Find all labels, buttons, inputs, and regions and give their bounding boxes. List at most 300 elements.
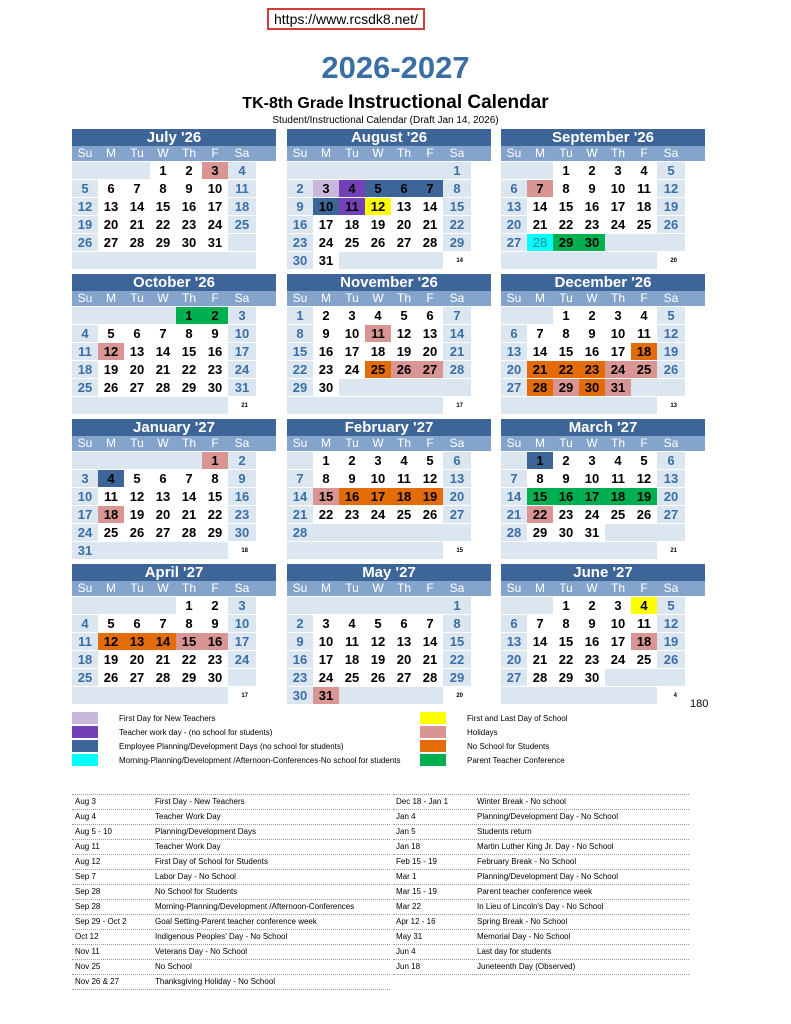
day-cell: 22	[553, 216, 579, 233]
weekday-label: Sa	[663, 436, 679, 450]
day-cell: 1	[553, 597, 579, 614]
day-cell: 12	[365, 633, 391, 650]
event-description: Goal Setting-Parent teacher conference week	[155, 917, 317, 926]
day-cell: 7	[527, 615, 553, 632]
month-day-count: 14	[443, 252, 471, 269]
week-row	[501, 234, 705, 251]
empty-cell	[72, 452, 98, 469]
day-cell: 6	[443, 452, 471, 469]
weekday-label: M	[106, 581, 116, 595]
week-row	[287, 361, 491, 378]
empty-cell	[365, 597, 391, 614]
day-cell: 27	[391, 234, 417, 251]
month-block	[501, 419, 705, 559]
event-description: Winter Break - No school	[477, 797, 566, 806]
event-row	[72, 960, 390, 975]
day-cell: 4	[631, 597, 657, 614]
day-cell: 3	[313, 615, 339, 632]
day-cell: 6	[391, 615, 417, 632]
empty-cell	[313, 597, 339, 614]
weekday-label: F	[426, 436, 434, 450]
empty-cell	[287, 397, 313, 414]
weekday-label: W	[157, 291, 169, 305]
week-row	[287, 198, 491, 215]
empty-cell	[417, 162, 443, 179]
event-row	[393, 915, 689, 930]
week-row	[72, 198, 276, 215]
weekday-label: Th	[396, 436, 411, 450]
empty-cell	[313, 162, 339, 179]
event-row	[393, 930, 689, 945]
weekday-label: M	[535, 436, 545, 450]
day-cell: 2	[287, 615, 313, 632]
event-date: Aug 12	[75, 857, 101, 866]
weekday-label: M	[535, 581, 545, 595]
empty-cell	[391, 162, 417, 179]
weekday-label: Tu	[559, 291, 573, 305]
day-cell: 1	[176, 597, 202, 614]
event-row	[393, 900, 689, 915]
empty-cell	[417, 597, 443, 614]
empty-cell	[176, 687, 202, 704]
day-cell: 26	[98, 379, 124, 396]
day-cell: 27	[124, 379, 150, 396]
legend-item	[420, 725, 568, 739]
day-cell: 19	[657, 343, 685, 360]
empty-cell	[631, 397, 657, 414]
empty-cell	[365, 379, 391, 396]
month-title: September '26	[501, 129, 705, 146]
day-cell: 4	[98, 470, 124, 487]
week-row	[287, 325, 491, 342]
empty-cell	[391, 252, 417, 269]
empty-cell	[527, 162, 553, 179]
legend-swatch	[420, 712, 446, 724]
empty-cell	[287, 452, 313, 469]
empty-cell	[527, 687, 553, 704]
day-cell: 21	[501, 506, 527, 523]
event-description: Spring Break - No School	[477, 917, 568, 926]
day-cell: 5	[631, 452, 657, 469]
empty-cell	[124, 307, 150, 324]
day-cell: 13	[501, 343, 527, 360]
empty-cell	[657, 379, 685, 396]
day-cell: 9	[579, 180, 605, 197]
week-row	[72, 506, 276, 523]
day-cell: 14	[417, 633, 443, 650]
weekday-label: Th	[396, 291, 411, 305]
empty-cell	[72, 397, 98, 414]
week-row	[72, 524, 276, 541]
weekday-header	[72, 291, 276, 306]
day-cell: 23	[579, 216, 605, 233]
day-cell: 26	[365, 669, 391, 686]
month-title: July '26	[72, 129, 276, 146]
day-cell: 23	[579, 651, 605, 668]
day-cell: 4	[365, 307, 391, 324]
day-cell: 14	[443, 325, 471, 342]
day-cell: 10	[202, 180, 228, 197]
day-cell: 11	[365, 325, 391, 342]
day-cell: 13	[150, 488, 176, 505]
weekday-label: M	[106, 291, 116, 305]
weekday-label: Th	[396, 146, 411, 160]
website-url[interactable]: https://www.rcsdk8.net/	[267, 8, 425, 30]
event-date: Aug 4	[75, 812, 96, 821]
day-cell: 8	[553, 180, 579, 197]
empty-cell	[150, 397, 176, 414]
day-cell: 6	[391, 180, 417, 197]
day-cell: 23	[176, 216, 202, 233]
event-row	[72, 810, 390, 825]
weekday-header	[72, 146, 276, 161]
empty-cell	[553, 687, 579, 704]
month-day-count: 4	[657, 687, 685, 704]
day-cell: 23	[202, 361, 228, 378]
weekday-label: Tu	[559, 581, 573, 595]
day-cell: 2	[202, 307, 228, 324]
day-cell: 27	[501, 379, 527, 396]
day-cell: 20	[657, 488, 685, 505]
event-row	[72, 900, 390, 915]
day-cell: 6	[124, 615, 150, 632]
event-row	[393, 945, 689, 960]
day-cell: 30	[202, 379, 228, 396]
week-row	[501, 633, 705, 650]
day-cell: 17	[228, 343, 256, 360]
day-cell: 24	[228, 651, 256, 668]
day-cell: 15	[527, 488, 553, 505]
day-cell: 11	[631, 180, 657, 197]
day-cell: 24	[72, 524, 98, 541]
day-cell: 14	[176, 488, 202, 505]
legend-item	[72, 725, 400, 739]
day-cell: 18	[228, 198, 256, 215]
week-row	[72, 325, 276, 342]
day-cell: 12	[657, 180, 685, 197]
empty-cell	[553, 542, 579, 559]
week-row	[501, 379, 705, 396]
month-title: April '27	[72, 564, 276, 581]
day-cell: 22	[150, 216, 176, 233]
month-block	[501, 274, 705, 414]
day-cell: 19	[631, 488, 657, 505]
day-cell: 2	[339, 452, 365, 469]
day-cell: 21	[150, 651, 176, 668]
day-cell: 15	[287, 343, 313, 360]
day-cell: 8	[443, 180, 471, 197]
empty-cell	[124, 162, 150, 179]
week-row	[287, 216, 491, 233]
event-row	[393, 795, 689, 810]
day-cell: 16	[228, 488, 256, 505]
empty-cell	[313, 542, 339, 559]
day-cell: 4	[631, 307, 657, 324]
week-row	[501, 542, 705, 559]
weekday-header	[287, 581, 491, 596]
empty-cell	[339, 542, 365, 559]
day-cell: 7	[417, 180, 443, 197]
week-row	[501, 651, 705, 668]
day-cell: 21	[417, 651, 443, 668]
event-description: Veterans Day - No School	[155, 947, 248, 956]
empty-cell	[339, 252, 365, 269]
weekday-label: W	[157, 581, 169, 595]
day-cell: 10	[228, 615, 256, 632]
event-row	[72, 975, 390, 990]
day-cell: 20	[391, 651, 417, 668]
day-cell: 22	[176, 361, 202, 378]
day-cell: 13	[657, 470, 685, 487]
day-cell: 24	[605, 651, 631, 668]
day-cell: 5	[124, 470, 150, 487]
weekday-header	[72, 436, 276, 451]
event-date: Feb 15 - 19	[396, 857, 437, 866]
day-cell: 6	[417, 307, 443, 324]
empty-cell	[287, 597, 313, 614]
day-cell: 2	[579, 597, 605, 614]
day-cell: 3	[202, 162, 228, 179]
weekday-label: F	[640, 291, 648, 305]
week-row	[287, 379, 491, 396]
day-cell: 27	[501, 234, 527, 251]
event-description: First Day - New Teachers	[155, 797, 245, 806]
weekday-label: Th	[610, 146, 625, 160]
event-row	[393, 825, 689, 840]
day-cell: 25	[339, 234, 365, 251]
empty-cell	[72, 597, 98, 614]
weekday-label: W	[372, 436, 384, 450]
week-row	[501, 615, 705, 632]
day-cell: 28	[417, 669, 443, 686]
weekday-label: M	[106, 146, 116, 160]
day-cell: 27	[417, 361, 443, 378]
day-cell: 18	[339, 216, 365, 233]
week-row	[287, 343, 491, 360]
day-cell: 31	[313, 687, 339, 704]
event-description: Students return	[477, 827, 532, 836]
day-cell: 9	[553, 470, 579, 487]
empty-cell	[287, 162, 313, 179]
week-row	[501, 470, 705, 487]
month-block	[287, 419, 491, 559]
day-cell: 27	[391, 669, 417, 686]
day-cell: 16	[339, 488, 365, 505]
day-cell: 9	[202, 325, 228, 342]
day-cell: 24	[313, 669, 339, 686]
event-description: First Day of School for Students	[155, 857, 268, 866]
day-cell: 2	[228, 452, 256, 469]
day-cell: 19	[365, 651, 391, 668]
day-cell: 7	[527, 325, 553, 342]
event-date: Apr 12 - 16	[396, 917, 436, 926]
legend-label: Morning-Planning/Development /Afternoon-Conferences-No school for students	[119, 755, 401, 765]
weekday-label: W	[157, 146, 169, 160]
empty-cell	[527, 542, 553, 559]
day-cell: 26	[631, 506, 657, 523]
month-title: May '27	[287, 564, 491, 581]
empty-cell	[631, 542, 657, 559]
day-cell: 7	[124, 180, 150, 197]
weekday-label: Su	[506, 436, 522, 450]
weekday-label: Sa	[234, 146, 250, 160]
day-cell: 28	[150, 379, 176, 396]
week-row	[501, 687, 705, 704]
weekday-label: Th	[181, 291, 196, 305]
week-row	[501, 180, 705, 197]
weekday-label: Sa	[234, 436, 250, 450]
event-description: Planning/Development Days	[155, 827, 256, 836]
day-cell: 17	[605, 633, 631, 650]
day-cell: 24	[605, 216, 631, 233]
legend-label: Holidays	[467, 727, 498, 737]
empty-cell	[339, 687, 365, 704]
day-cell: 10	[313, 633, 339, 650]
day-cell: 28	[124, 234, 150, 251]
day-cell: 8	[443, 615, 471, 632]
empty-cell	[98, 687, 124, 704]
day-cell: 24	[228, 361, 256, 378]
week-row	[287, 180, 491, 197]
week-row	[72, 343, 276, 360]
legend-item	[420, 753, 568, 767]
weekday-label: Sa	[234, 291, 250, 305]
day-cell: 17	[313, 651, 339, 668]
day-cell: 9	[287, 198, 313, 215]
weekday-label: W	[586, 146, 598, 160]
day-cell: 1	[313, 452, 339, 469]
month-block	[287, 564, 491, 704]
week-row	[501, 361, 705, 378]
day-cell: 2	[176, 162, 202, 179]
day-cell: 5	[98, 325, 124, 342]
day-cell: 10	[605, 615, 631, 632]
empty-cell	[176, 452, 202, 469]
week-row	[72, 597, 276, 614]
day-cell: 4	[72, 615, 98, 632]
empty-cell	[605, 397, 631, 414]
day-cell: 16	[176, 198, 202, 215]
day-cell: 3	[605, 162, 631, 179]
weekday-label: M	[321, 581, 331, 595]
day-cell: 13	[391, 198, 417, 215]
weekday-label: M	[535, 291, 545, 305]
day-cell: 1	[176, 307, 202, 324]
day-cell: 26	[365, 234, 391, 251]
weekday-label: F	[211, 146, 219, 160]
week-row	[287, 506, 491, 523]
month-day-count: 17	[228, 687, 256, 704]
empty-cell	[631, 524, 657, 541]
weekday-label: Sa	[449, 291, 465, 305]
day-cell: 11	[631, 325, 657, 342]
day-cell: 1	[443, 597, 471, 614]
week-row	[501, 524, 705, 541]
day-cell: 23	[202, 651, 228, 668]
day-cell: 19	[365, 216, 391, 233]
day-cell: 25	[631, 651, 657, 668]
day-cell: 3	[72, 470, 98, 487]
day-cell: 15	[176, 633, 202, 650]
day-cell: 25	[72, 669, 98, 686]
empty-cell	[202, 397, 228, 414]
day-cell: 16	[579, 633, 605, 650]
empty-cell	[527, 252, 553, 269]
day-cell: 25	[391, 506, 417, 523]
day-cell: 13	[124, 343, 150, 360]
draft-note: Student/Instructional Calendar (Draft Jan 14, 2026)	[272, 115, 499, 126]
day-cell: 12	[391, 325, 417, 342]
empty-cell	[365, 687, 391, 704]
day-cell: 13	[98, 198, 124, 215]
calendar-type: Instructional Calendar	[348, 92, 549, 113]
day-cell: 24	[339, 361, 365, 378]
empty-cell	[98, 597, 124, 614]
day-cell: 9	[579, 325, 605, 342]
week-row	[72, 488, 276, 505]
day-cell: 15	[443, 198, 471, 215]
day-cell: 10	[228, 325, 256, 342]
day-cell: 9	[579, 615, 605, 632]
empty-cell	[98, 452, 124, 469]
month-title: August '26	[287, 129, 491, 146]
legend-item	[72, 711, 400, 725]
day-cell: 25	[365, 361, 391, 378]
day-cell: 18	[72, 361, 98, 378]
day-cell: 12	[98, 633, 124, 650]
day-cell: 1	[527, 452, 553, 469]
day-cell: 24	[365, 506, 391, 523]
legend-item	[420, 711, 568, 725]
day-cell: 5	[365, 180, 391, 197]
event-row	[393, 810, 689, 825]
weekday-label: F	[426, 291, 434, 305]
empty-cell	[124, 687, 150, 704]
event-date: Oct 12	[75, 932, 99, 941]
day-cell: 18	[631, 343, 657, 360]
day-cell: 15	[176, 343, 202, 360]
event-date: Jun 4	[396, 947, 416, 956]
day-cell: 30	[287, 687, 313, 704]
day-cell: 3	[605, 307, 631, 324]
calendar-subtitle	[0, 92, 791, 114]
empty-cell	[417, 252, 443, 269]
weekday-label: Tu	[130, 291, 144, 305]
event-date: Jan 5	[396, 827, 416, 836]
week-row	[501, 252, 705, 269]
weekday-label: F	[211, 436, 219, 450]
day-cell: 24	[579, 506, 605, 523]
day-cell: 3	[605, 597, 631, 614]
day-cell: 21	[124, 216, 150, 233]
day-cell: 13	[391, 633, 417, 650]
weekday-label: Tu	[559, 146, 573, 160]
event-date: May 31	[396, 932, 423, 941]
weekday-label: Su	[292, 291, 308, 305]
day-cell: 6	[501, 615, 527, 632]
day-cell: 1	[287, 307, 313, 324]
event-row	[393, 885, 689, 900]
weekday-label: Sa	[663, 291, 679, 305]
weekday-label: Su	[292, 436, 308, 450]
empty-cell	[391, 379, 417, 396]
day-cell: 24	[605, 361, 631, 378]
day-cell: 14	[287, 488, 313, 505]
weekday-label: Su	[77, 436, 93, 450]
empty-cell	[657, 234, 685, 251]
empty-cell	[605, 542, 631, 559]
day-cell: 30	[579, 379, 605, 396]
